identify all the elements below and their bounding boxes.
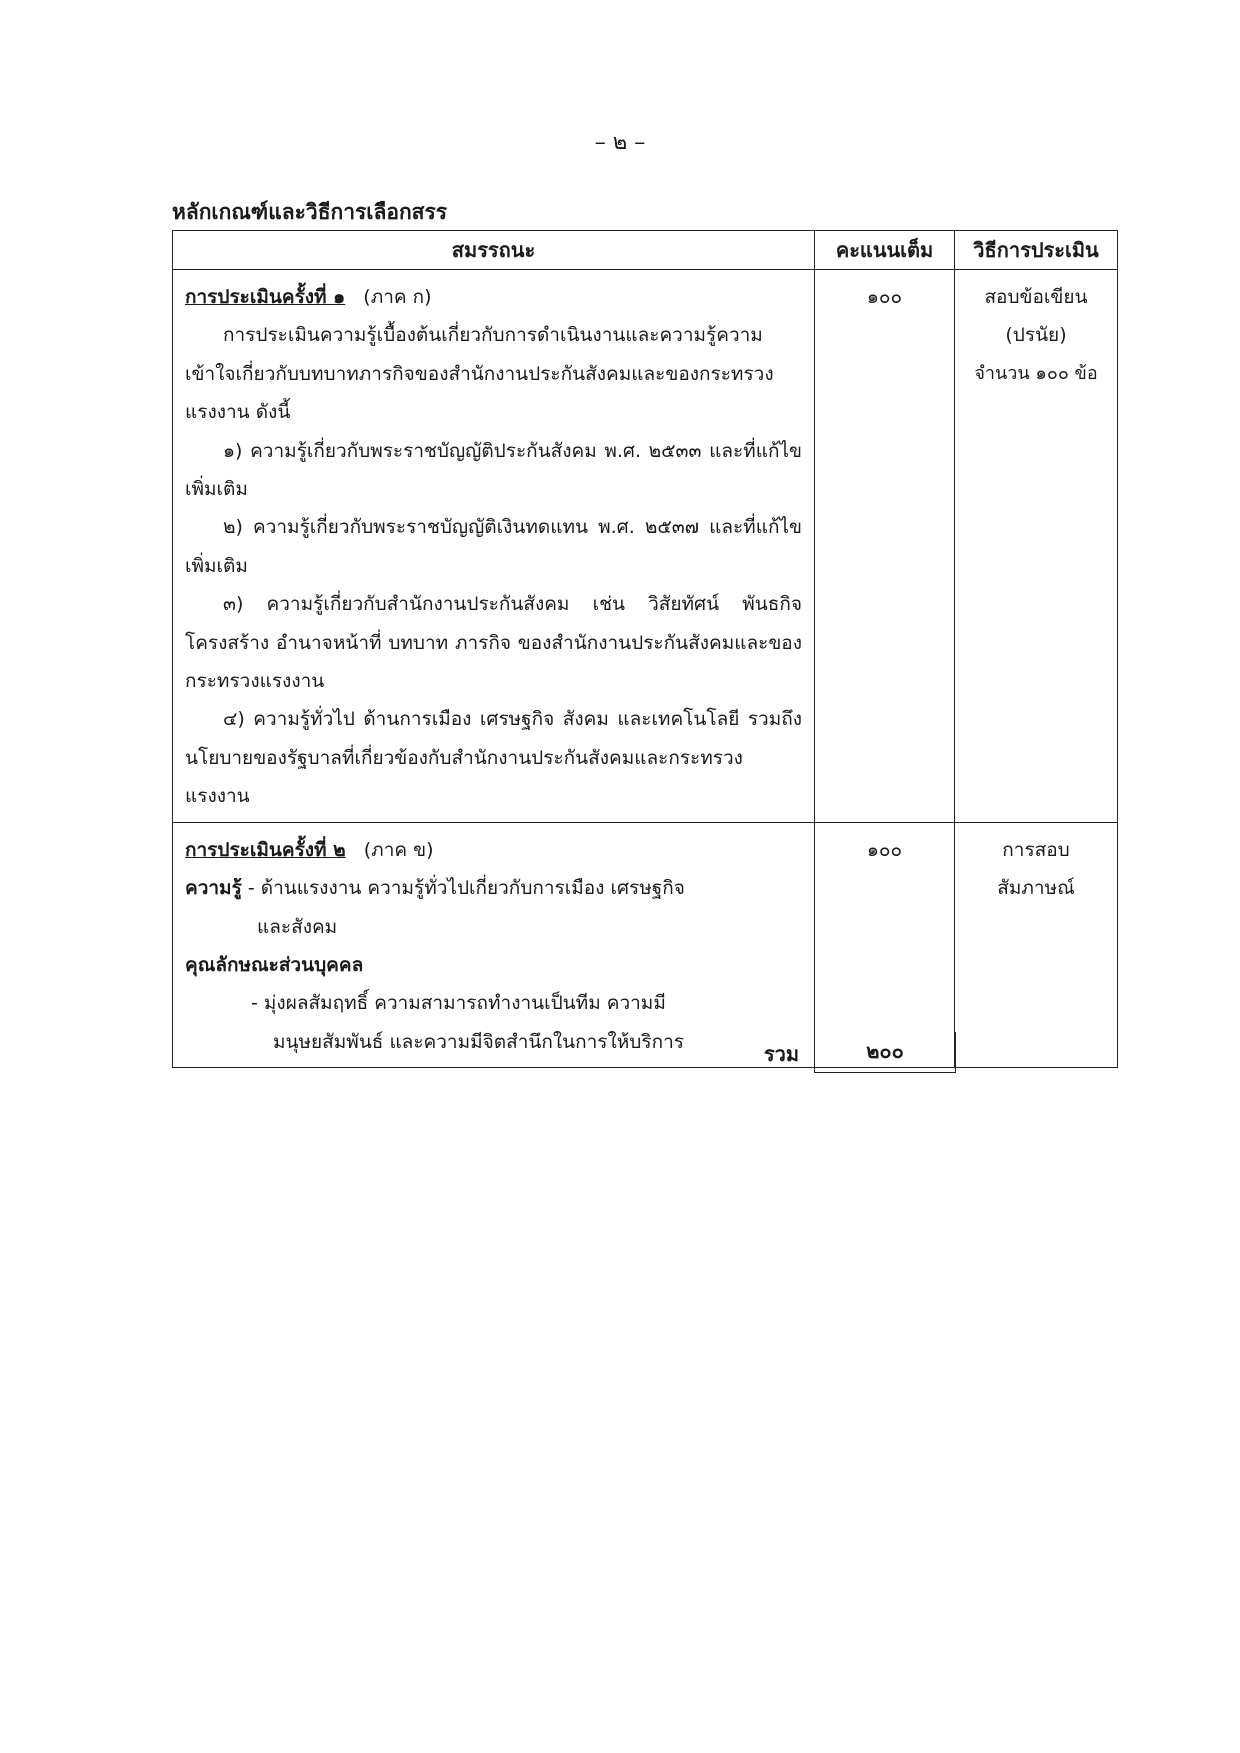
phase1-method-line2: (ปรนัย) — [1005, 324, 1067, 347]
table-row-phase1 — [173, 270, 1118, 823]
phase2-score-cell — [815, 822, 955, 1067]
phase1-method-line3: จำนวน ๑๐๐ ข้อ — [974, 362, 1098, 384]
header-competency: สมรรถนะ — [173, 231, 815, 270]
total-value: ๒๐๐ — [814, 1032, 956, 1073]
table-header-row — [173, 231, 1118, 270]
page-number: – ๒ – — [594, 130, 646, 155]
total-label: รวม — [763, 1042, 799, 1066]
phase1-item-1: ๑) ความรู้เกี่ยวกับพระราชบัญญัติประกันสังคม พ.ศ. ๒๕๓๓ และที่แก้ไขเพิ่มเติม — [185, 439, 802, 501]
phase1-title: การประเมินครั้งที่ ๑ — [185, 286, 346, 308]
phase2-part: (ภาค ข) — [363, 838, 434, 861]
phase2-personal-label: คุณลักษณะส่วนบุคคล — [185, 953, 364, 976]
phase2-knowledge-label: ความรู้ — [185, 877, 242, 900]
phase2-competency-cell — [173, 822, 815, 1067]
phase2-method-line1: การสอบ — [1002, 838, 1070, 861]
phase2-knowledge-text: - ด้านแรงงาน ความรู้ทั่วไปเกี่ยวกับการเมือง เศรษฐกิจ — [247, 877, 685, 900]
phase1-title-line — [185, 278, 802, 316]
criteria-table-container — [172, 230, 1118, 1068]
phase2-title-line — [185, 831, 802, 869]
header-method: วิธีการประเมิน — [955, 231, 1118, 270]
phase2-method-line2: สัมภาษณ์ — [997, 877, 1075, 900]
section-heading: หลักเกณฑ์และวิธีการเลือกสรร — [172, 200, 448, 224]
phase1-item-2: ๒) ความรู้เกี่ยวกับพระราชบัญญัติเงินทดแทน พ.ศ. ๒๕๓๗ และที่แก้ไขเพิ่มเติม — [185, 516, 802, 577]
phase2-knowledge-line2: และสังคม — [257, 915, 338, 938]
total-row — [172, 1032, 1117, 1072]
phase2-score: ๑๐๐ — [866, 838, 903, 861]
phase1-method-line1: สอบข้อเขียน — [984, 286, 1088, 308]
phase1-item-3: ๓) ความรู้เกี่ยวกับสำนักงานประกันสังคม เช่น วิสัยทัศน์ พันธกิจ โครงสร้าง อำนาจหน้าที่ บทบาท ภารกิจ ของสำนักงานประกันสังคมและของกระทรวงแรงงาน — [185, 593, 802, 693]
phase2-title: การประเมินครั้งที่ ๒ — [185, 838, 346, 861]
phase1-item-4: ๔) ความรู้ทั่วไป ด้านการเมือง เศรษฐกิจ สังคม และเทคโนโลยี รวมถึงนโยบายของรัฐบาลที่เกี่ยวข้องกับสำนักงานประกันสังคมและกระทรวงแรงงาน — [185, 708, 802, 808]
table-row-phase2 — [173, 822, 1118, 1067]
header-full-score: คะแนนเต็ม — [815, 231, 955, 270]
phase1-part: (ภาค ก) — [363, 286, 432, 308]
phase1-intro: การประเมินความรู้เบื้องต้นเกี่ยวกับการดำเนินงานและความรู้ความเข้าใจเกี่ยวกับบทบาทภารกิจของสำนักงานประกันสังคมและของกระทรวงแรงงาน ดังนี้ — [185, 324, 774, 424]
criteria-table — [172, 230, 1118, 1068]
phase2-personal-line2: มนุษยสัมพันธ์ และความมีจิตสำนึกในการให้บริการ — [273, 1030, 684, 1053]
phase1-method-cell — [955, 270, 1118, 823]
phase1-score: ๑๐๐ — [866, 286, 903, 308]
phase1-competency-cell — [173, 270, 815, 823]
phase1-score-cell — [815, 270, 955, 823]
phase2-knowledge-line — [185, 869, 802, 907]
phase2-personal-line1: - มุ่งผลสัมฤทธิ์ ความสามารถทำงานเป็นทีม ความมี — [251, 992, 666, 1015]
phase2-method-cell — [955, 822, 1118, 1067]
